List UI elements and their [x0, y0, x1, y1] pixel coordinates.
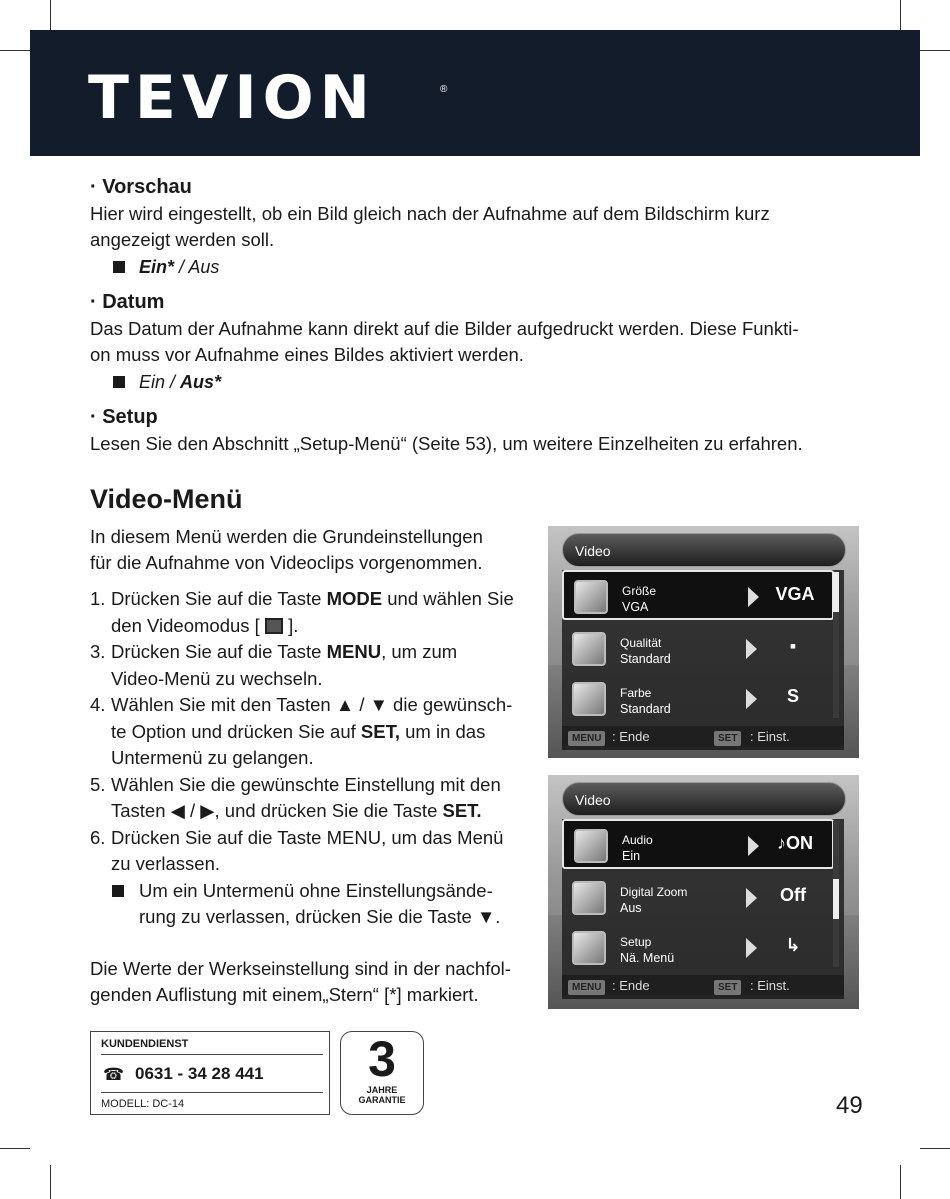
step-4: 4. Wählen Sie mit den Tasten ▲ / ▼ die gewünsch- te Option und drücken Sie auf SET, um in das Untermenü zu gelangen. — [90, 694, 513, 768]
section-text-setup: Lesen Sie den Abschnitt „Setup-Menü“ (Seite 53), um weitere Einzelheiten zu erfahren. — [90, 433, 803, 454]
screen-footer: MENU : Ende SET : Einst. — [562, 726, 844, 750]
bullet-square — [113, 261, 125, 273]
crop-mark — [920, 1148, 950, 1149]
section-title-datum: · Datum — [90, 291, 165, 313]
size-icon — [574, 580, 608, 614]
sub-note: Um ein Untermenü ohne Einstellungsände- rung zu verlassen, drücken Sie die Taste ▼. — [90, 878, 545, 931]
header-band — [30, 30, 920, 156]
divider — [101, 1092, 323, 1093]
crop-mark — [900, 0, 901, 30]
section-text-datum: Das Datum der Aufnahme kann direkt auf die Bilder aufgedruckt werden. Diese Funkti- on muss vor Aufnahme eines Bildes aktiviert werden. — [90, 318, 799, 365]
warranty-years: 3 — [368, 1031, 396, 1087]
step-6: 6. Drücken Sie auf die Taste MENU, um das Menü zu verlassen. — [90, 826, 504, 874]
arrow-right-icon — [748, 587, 759, 607]
brand-logo: TEVION — [88, 63, 376, 133]
menu-key: MENU — [568, 731, 605, 746]
screen-footer: MENU : Ende SET : Einst. — [562, 975, 844, 999]
section-title-vorschau: · Vorschau — [90, 176, 192, 198]
registered-mark: ® — [440, 84, 448, 95]
arrow-right-icon — [746, 639, 757, 659]
page-number: 49 — [836, 1092, 863, 1119]
video-mode-icon — [265, 618, 283, 634]
bullet-square — [112, 885, 124, 897]
step-5: 5. Wählen Sie die gewünschte Einstellung mit den Tasten ◀ / ▶, und drücken Sie die Taste SET. — [90, 773, 501, 821]
menu-row-size[interactable]: Größe VGA VGA — [562, 570, 834, 620]
model-number: MODELL: DC-14 — [101, 1098, 185, 1110]
steps-list — [90, 586, 545, 931]
service-title: KUNDENDIENST — [101, 1038, 189, 1050]
setup-icon — [572, 931, 606, 965]
video-menu-heading: Video-Menü — [90, 484, 243, 514]
menu-row-digital-zoom[interactable]: Digital Zoom Aus Off — [562, 873, 834, 923]
scroll-thumb[interactable] — [833, 879, 839, 919]
divider — [101, 1054, 323, 1055]
set-key: SET — [714, 731, 741, 746]
video-menu-intro: In diesem Menü werden die Grundeinstellungen für die Aufnahme von Videoclips vorgenommen. — [90, 526, 483, 573]
arrow-right-icon — [746, 938, 757, 958]
crop-mark — [900, 1165, 901, 1199]
step-3: 3. Drücken Sie auf die Taste MENU, um zum Video-Menü zu wechseln. — [90, 641, 458, 689]
crop-mark — [0, 50, 30, 51]
section-text-vorschau: Hier wird eingestellt, ob ein Bild gleich nach der Aufnahme auf dem Bildschirm kurz angezeigt werden soll. — [90, 203, 770, 250]
quality-icon — [572, 632, 606, 666]
set-key: SET — [714, 980, 741, 995]
menu-row-audio[interactable]: Audio Ein ♪ON — [562, 819, 834, 869]
option-vorschau: Ein* / Aus — [113, 257, 219, 278]
crop-mark — [920, 50, 950, 51]
service-box — [90, 1031, 330, 1115]
crop-mark — [50, 1165, 51, 1199]
menu-row-color[interactable]: Farbe Standard S — [562, 674, 834, 724]
camera-screen-2 — [548, 775, 859, 1009]
option-datum: Ein / Aus* — [113, 372, 221, 393]
factory-default-note: Die Werte der Werkseinstellung sind in der nachfol- genden Auflistung mit einem„Stern“ [*] markiert. — [90, 958, 511, 1005]
step-1: 1. Drücken Sie auf die Taste MODE und wählen Sie den Videomodus [ ]. — [90, 588, 514, 636]
warranty-badge: 3 JAHRE GARANTIE — [340, 1031, 424, 1115]
audio-icon — [574, 829, 608, 863]
color-icon — [572, 682, 606, 716]
zoom-icon — [572, 881, 606, 915]
screen-title: Video — [562, 533, 846, 567]
service-phone: 0631 - 34 28 441 — [135, 1064, 264, 1083]
crop-mark — [0, 1148, 30, 1149]
section-title-setup: · Setup — [90, 406, 158, 428]
menu-key: MENU — [568, 980, 605, 995]
arrow-right-icon — [748, 836, 759, 856]
camera-screen-1 — [548, 526, 859, 758]
crop-mark — [50, 0, 51, 30]
phone-icon: ☎ — [103, 1065, 125, 1084]
bullet-square — [113, 376, 125, 388]
scroll-thumb[interactable] — [833, 572, 839, 612]
screen-title: Video — [562, 782, 846, 816]
arrow-right-icon — [746, 689, 757, 709]
menu-row-quality[interactable]: Qualität Standard ▪ — [562, 624, 834, 674]
arrow-right-icon — [746, 888, 757, 908]
menu-row-setup[interactable]: Setup Nä. Menü ↳ — [562, 923, 834, 973]
